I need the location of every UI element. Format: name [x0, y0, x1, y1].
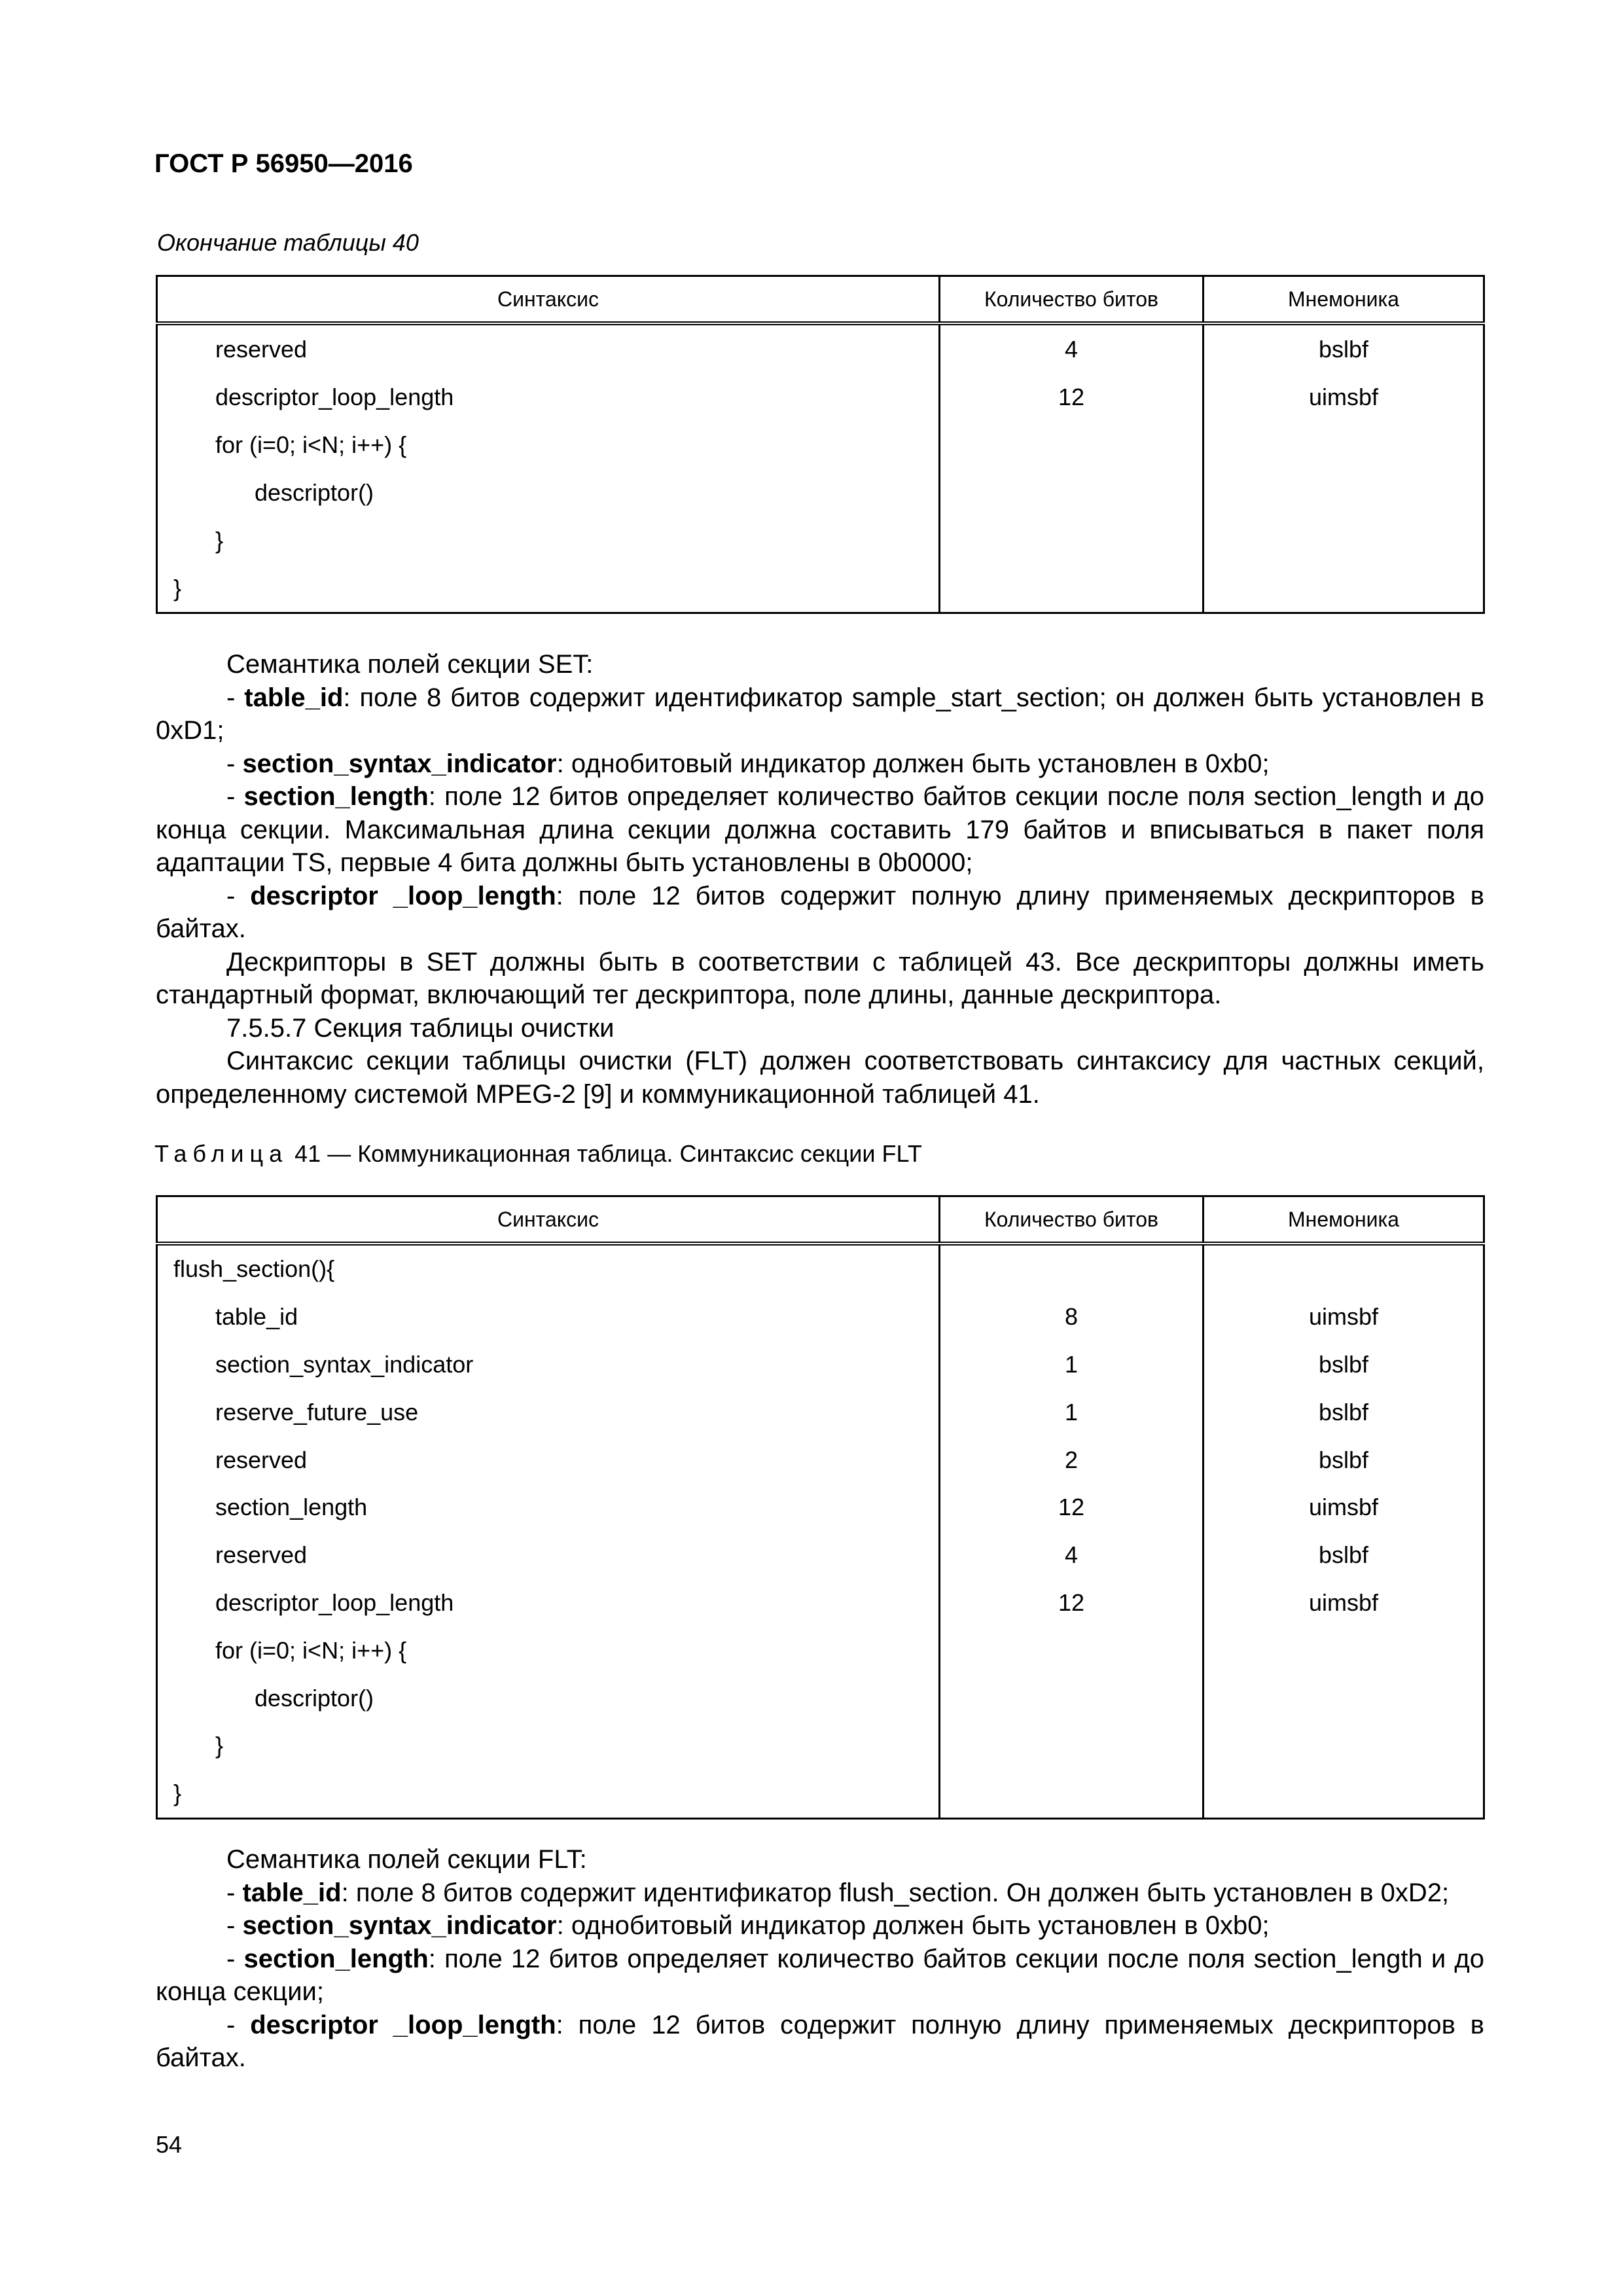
syntax-cell: } [157, 564, 940, 613]
table-row [157, 1579, 1484, 1627]
bits-cell [940, 421, 1204, 469]
bits-cell [940, 1244, 1204, 1293]
syntax-cell: for (i=0; i<N; i++) { [157, 421, 940, 469]
field-description: : поле 12 битов определяет количество байтов секции после поля section_length и до конца секции; [156, 1944, 1484, 2006]
mnemonic-cell [1204, 1626, 1484, 1674]
column-header-syntax: Синтаксис [157, 1196, 940, 1244]
column-header-bits: Количество битов [940, 276, 1204, 324]
bits-cell: 4 [940, 1532, 1204, 1579]
field-term: descriptor _loop_length [250, 2010, 556, 2039]
bits-cell [940, 564, 1204, 613]
dash: - [226, 1878, 243, 1907]
paragraph: Дескрипторы в SET должны быть в соответствии с таблицей 43. Все дескрипторы должны иметь стандартный формат, включающий тег дескриптора, поле длины, данные дескриптора. [156, 947, 1484, 1009]
mnemonic-cell [1204, 516, 1484, 564]
dash: - [226, 1911, 243, 1940]
table-row [157, 323, 1484, 373]
syntax-cell: reserved [157, 323, 940, 373]
field-term: descriptor _loop_length [250, 881, 556, 910]
column-header-bits: Количество битов [940, 1196, 1204, 1244]
list-item [156, 1909, 1484, 1943]
mnemonic-cell [1204, 1674, 1484, 1722]
field-description: : поле 12 битов определяет количество байтов секции после поля section_length и до конца секции. Максимальная длина секции должна составить 179 байтов и вписываться в пакет поля адаптации TS, первые 4 бита должны быть установлены в 0b0000; [156, 782, 1484, 877]
syntax-cell: } [157, 1770, 940, 1818]
syntax-cell: table_id [157, 1293, 940, 1341]
table-header-row [157, 1196, 1484, 1244]
table-row [157, 1770, 1484, 1818]
bits-cell [940, 1770, 1204, 1818]
field-term: section_syntax_indicator [242, 749, 557, 778]
table-row [157, 1436, 1484, 1484]
set-semantics-section [156, 648, 1484, 1111]
syntax-cell: descriptor_loop_length [157, 373, 940, 421]
table-caption-word: Таблица [154, 1140, 289, 1167]
flt-semantics-section [156, 1843, 1484, 2075]
field-description: : поле 8 битов содержит идентификатор sample_start_section; он должен быть установлен в 0xD1; [156, 683, 1484, 745]
mnemonic-cell: bslbf [1204, 1388, 1484, 1436]
bits-cell: 1 [940, 1388, 1204, 1436]
table-row [157, 1341, 1484, 1389]
table-row [157, 1722, 1484, 1770]
table-40 [156, 275, 1485, 614]
bits-cell [940, 1626, 1204, 1674]
table-row [157, 1674, 1484, 1722]
table-caption-title: 41 — Коммуникационная таблица. Синтаксис секции FLT [288, 1140, 922, 1167]
bits-cell [940, 469, 1204, 516]
syntax-cell: } [157, 1722, 940, 1770]
syntax-cell: section_syntax_indicator [157, 1341, 940, 1389]
table-row [157, 1626, 1484, 1674]
table-41 [156, 1195, 1485, 1820]
list-item [156, 1876, 1484, 1910]
mnemonic-cell: uimsbf [1204, 1293, 1484, 1341]
dash: - [226, 2010, 251, 2039]
list-item [156, 780, 1484, 880]
field-description: : поле 12 битов содержит полную длину применяемых дескрипторов в байтах. [156, 2010, 1484, 2072]
mnemonic-cell: uimsbf [1204, 1484, 1484, 1532]
mnemonic-cell: bslbf [1204, 1436, 1484, 1484]
mnemonic-cell [1204, 564, 1484, 613]
syntax-cell: reserved [157, 1436, 940, 1484]
dash: - [226, 683, 245, 712]
syntax-cell: flush_section(){ [157, 1244, 940, 1293]
page-number: 54 [156, 2131, 183, 2158]
list-item [156, 2009, 1484, 2075]
bits-cell: 8 [940, 1293, 1204, 1341]
column-header-mnemonic: Мнемоника [1204, 276, 1484, 324]
table-row [157, 564, 1484, 613]
list-item [156, 681, 1484, 747]
list-item [156, 1943, 1484, 2009]
bits-cell [940, 516, 1204, 564]
column-header-mnemonic: Мнемоника [1204, 1196, 1484, 1244]
mnemonic-cell: bslbf [1204, 1532, 1484, 1579]
field-description: : однобитовый индикатор должен быть установлен в 0xb0; [556, 1911, 1270, 1940]
table-row [157, 373, 1484, 421]
mnemonic-cell [1204, 1770, 1484, 1818]
mnemonic-cell: bslbf [1204, 323, 1484, 373]
field-term: section_length [243, 782, 429, 811]
bits-cell: 4 [940, 323, 1204, 373]
syntax-cell: for (i=0; i<N; i++) { [157, 1626, 940, 1674]
paragraph: Синтаксис секции таблицы очистки (FLT) должен соответствовать синтаксису для частных секций, определенному системой MPEG-2 [9] и коммуникационной таблицей 41. [156, 1047, 1484, 1109]
field-term: section_syntax_indicator [242, 1911, 557, 1940]
syntax-cell: descriptor_loop_length [157, 1579, 940, 1627]
table-40-continuation-caption: Окончание таблицы 40 [157, 229, 419, 256]
bits-cell: 2 [940, 1436, 1204, 1484]
bits-cell: 12 [940, 1484, 1204, 1532]
bits-cell [940, 1722, 1204, 1770]
table-row [157, 1484, 1484, 1532]
table-header-row [157, 276, 1484, 324]
mnemonic-cell: uimsbf [1204, 373, 1484, 421]
dash: - [226, 782, 244, 811]
syntax-cell: descriptor() [157, 1674, 940, 1722]
syntax-cell: reserve_future_use [157, 1388, 940, 1436]
bits-cell: 1 [940, 1341, 1204, 1389]
syntax-cell: reserved [157, 1532, 940, 1579]
bits-cell: 12 [940, 373, 1204, 421]
mnemonic-cell: uimsbf [1204, 1579, 1484, 1627]
mnemonic-cell: bslbf [1204, 1341, 1484, 1389]
paragraph: Семантика полей секции SET: [226, 650, 594, 679]
document-designation: ГОСТ Р 56950—2016 [154, 149, 413, 178]
field-term: table_id [242, 1878, 342, 1907]
column-header-syntax: Синтаксис [157, 276, 940, 324]
table-row [157, 1388, 1484, 1436]
list-item [156, 880, 1484, 946]
dash: - [226, 1944, 244, 1973]
table-41-caption [154, 1140, 922, 1168]
table-row [157, 1293, 1484, 1341]
field-description: : поле 12 битов содержит полную длину применяемых дескрипторов в байтах. [156, 881, 1484, 943]
field-description: : однобитовый индикатор должен быть установлен в 0xb0; [556, 749, 1270, 778]
paragraph: Семантика полей секции FLT: [226, 1845, 587, 1874]
syntax-cell: descriptor() [157, 469, 940, 516]
syntax-cell: } [157, 516, 940, 564]
field-term: section_length [243, 1944, 429, 1973]
table-row [157, 516, 1484, 564]
syntax-cell: section_length [157, 1484, 940, 1532]
mnemonic-cell [1204, 1722, 1484, 1770]
mnemonic-cell [1204, 1244, 1484, 1293]
table-row [157, 1244, 1484, 1293]
list-item [156, 747, 1484, 781]
field-description: : поле 8 битов содержит идентификатор flush_section. Он должен быть установлен в 0xD2; [341, 1878, 1450, 1907]
table-row [157, 1532, 1484, 1579]
table-row [157, 469, 1484, 516]
table-row [157, 421, 1484, 469]
field-term: table_id [244, 683, 344, 712]
bits-cell: 12 [940, 1579, 1204, 1627]
mnemonic-cell [1204, 469, 1484, 516]
mnemonic-cell [1204, 421, 1484, 469]
dash: - [226, 881, 251, 910]
section-heading: 7.5.5.7 Секция таблицы очистки [226, 1013, 615, 1043]
bits-cell [940, 1674, 1204, 1722]
dash: - [226, 749, 243, 778]
